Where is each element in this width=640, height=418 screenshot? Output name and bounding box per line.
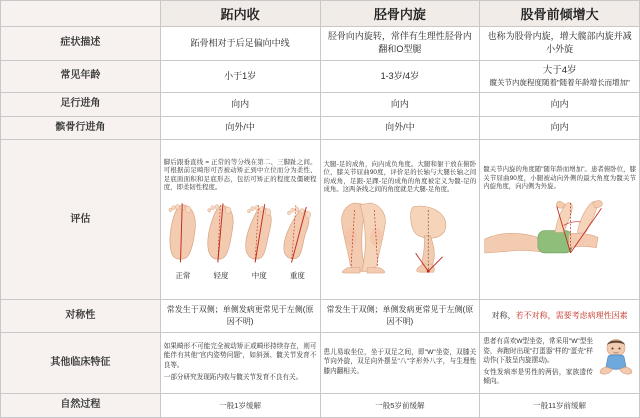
- other-metatarsus-p1: 如果畸形不可能完全被动矫正或畸形持续存在，则可能伴有其他"宫内姿势问题"，如斜颈、髋关节发育不良等。: [163, 342, 317, 369]
- table-row-age: [1, 60, 640, 92]
- row-label-natural-history: 自然过程: [1, 394, 161, 418]
- other-femoral-text: [483, 337, 593, 389]
- age-metatarsus: 小于1岁: [160, 60, 320, 92]
- row-label-age: 常见年龄: [1, 60, 161, 92]
- row-label-symmetry: 对称性: [1, 300, 161, 332]
- column-header-femoral: 股骨前倾增大: [480, 1, 640, 27]
- table-row-assessment: [1, 140, 640, 300]
- other-tibial-p1: 患儿易取坐位，坐于双足之间，即"W"坐姿，双膝关节向外旋，双足向外摆呈"八"字形外八字，与生理性膝内翻相关。: [323, 348, 477, 375]
- other-femoral-content: [483, 337, 636, 389]
- row-label-assessment: 评估: [1, 140, 161, 300]
- assessment-metatarsus-note: 脚后跟垂直线 = 正常的等分线在第二、三脚趾之间。可根据前足畸形可否被动矫正到中立位而分为柔性、足底面面积和足底形态，包括可矫正的程度及僵硬程度，即柔韧性程度。: [163, 158, 317, 192]
- age-femoral-note: 髋关节内旋程度随着"随着年龄增长而增加": [489, 78, 630, 88]
- assessment-tibial: [320, 140, 480, 300]
- other-femoral-p1: 患者有喜欢W型坐姿，常采用"W"型坐姿，奔跑时出现"打蛋器"样的"蛋壳"样动作(下肢呈内旋摆动)。: [483, 338, 593, 365]
- table-row-other-features: [1, 332, 640, 393]
- caption-moderate: 中度: [251, 271, 267, 281]
- age-femoral: [480, 60, 640, 92]
- natural-femoral: 一般11岁前缓解: [480, 394, 640, 418]
- other-metatarsus-p2: 一部分研究发现跖内收与髋关节发育不良有关。: [163, 373, 303, 381]
- table-row-patella-progression: [1, 116, 640, 140]
- foot-progression-tibial: 向内: [320, 92, 480, 116]
- assessment-tibial-note: 大腿-足的成角，向内成负角度。大腿和躯干放在俯卧位，膝关节屈曲90度，评价足的长轴与大腿长轴之间的成角，足跟-足踝-足的成角的角度被定义为髋-足的成角。这两条线之间的角度就是大腿-足角度。: [323, 160, 477, 194]
- table-header-row: [1, 1, 640, 27]
- row-label-foot-progression: 足行进角: [1, 92, 161, 116]
- assessment-femoral: [480, 140, 640, 300]
- column-header-metatarsus: 跖内收: [160, 1, 320, 27]
- other-metatarsus: [160, 332, 320, 393]
- patella-progression-metatarsus: 向外/中: [160, 116, 320, 140]
- symmetry-femoral-warning: 若不对称，需要考虑病理性因素: [515, 311, 628, 321]
- table-row-foot-progression: [1, 92, 640, 116]
- caption-normal: 正常: [175, 271, 191, 281]
- table-corner-cell: [1, 1, 161, 27]
- description-femoral: 也称为股骨内旋，增大髋部内旋并减小外旋: [480, 27, 640, 61]
- other-tibial: [320, 332, 480, 393]
- description-metatarsus: 跖骨相对于后足偏向中线: [160, 27, 320, 61]
- table-row-symmetry: [1, 300, 640, 332]
- caption-mild: 轻度: [213, 271, 229, 281]
- patella-progression-tibial: 向外/中: [320, 116, 480, 140]
- symmetry-femoral: [480, 300, 640, 332]
- row-label-other-features: 其他临床特征: [1, 332, 161, 393]
- assessment-femoral-note: 髋关节内旋的角度随"随年龄而增加"。患者俯卧位，膝关节屈曲90度，小腿被动向外侧的最大角度为髋关节内旋角度，向内侧为外旋。: [483, 165, 636, 191]
- tibial-torsion-illustration: [324, 197, 477, 279]
- symmetry-tibial: 常发生于双侧；单侧发病更常见于左侧(原因不明): [320, 300, 480, 332]
- hip-rotation-illustration: [483, 194, 636, 274]
- foot-severity-captions: [164, 270, 317, 281]
- row-label-description: 症状描述: [1, 27, 161, 61]
- w-sitting-child-icon: [596, 337, 636, 377]
- age-femoral-main: 大于4岁: [542, 64, 577, 76]
- foot-progression-femoral: 向内: [480, 92, 640, 116]
- caption-severe: 重度: [289, 271, 305, 281]
- assessment-tibial-figure: [324, 197, 477, 279]
- symmetry-metatarsus: 常发生于双侧；单侧发病更常见于左侧(原因不明): [160, 300, 320, 332]
- symmetry-femoral-prefix: 对称，: [491, 311, 516, 321]
- assessment-metatarsus: [160, 140, 320, 300]
- other-femoral: [480, 332, 640, 393]
- age-tibial: 1-3岁/4岁: [320, 60, 480, 92]
- other-femoral-p2: 女性发病率是男性的两倍，家族遗传倾向。: [483, 368, 593, 386]
- patella-progression-femoral: 向内: [480, 116, 640, 140]
- natural-tibial: 一般5岁前缓解: [320, 394, 480, 418]
- description-tibial: 胫骨向内旋转，常伴有生理性胫骨内翻和O型腿: [320, 27, 480, 61]
- column-header-tibial: 胫骨内旋: [320, 1, 480, 27]
- assessment-metatarsus-figure: [164, 195, 317, 281]
- foot-soles-illustration: [164, 195, 317, 269]
- row-label-patella-progression: 髌骨行进角: [1, 116, 161, 140]
- foot-progression-metatarsus: 向内: [160, 92, 320, 116]
- table-row-natural-history: [1, 394, 640, 418]
- natural-metatarsus: 一般1岁缓解: [160, 394, 320, 418]
- table-row-description: [1, 27, 640, 61]
- assessment-femoral-figure: [483, 194, 636, 274]
